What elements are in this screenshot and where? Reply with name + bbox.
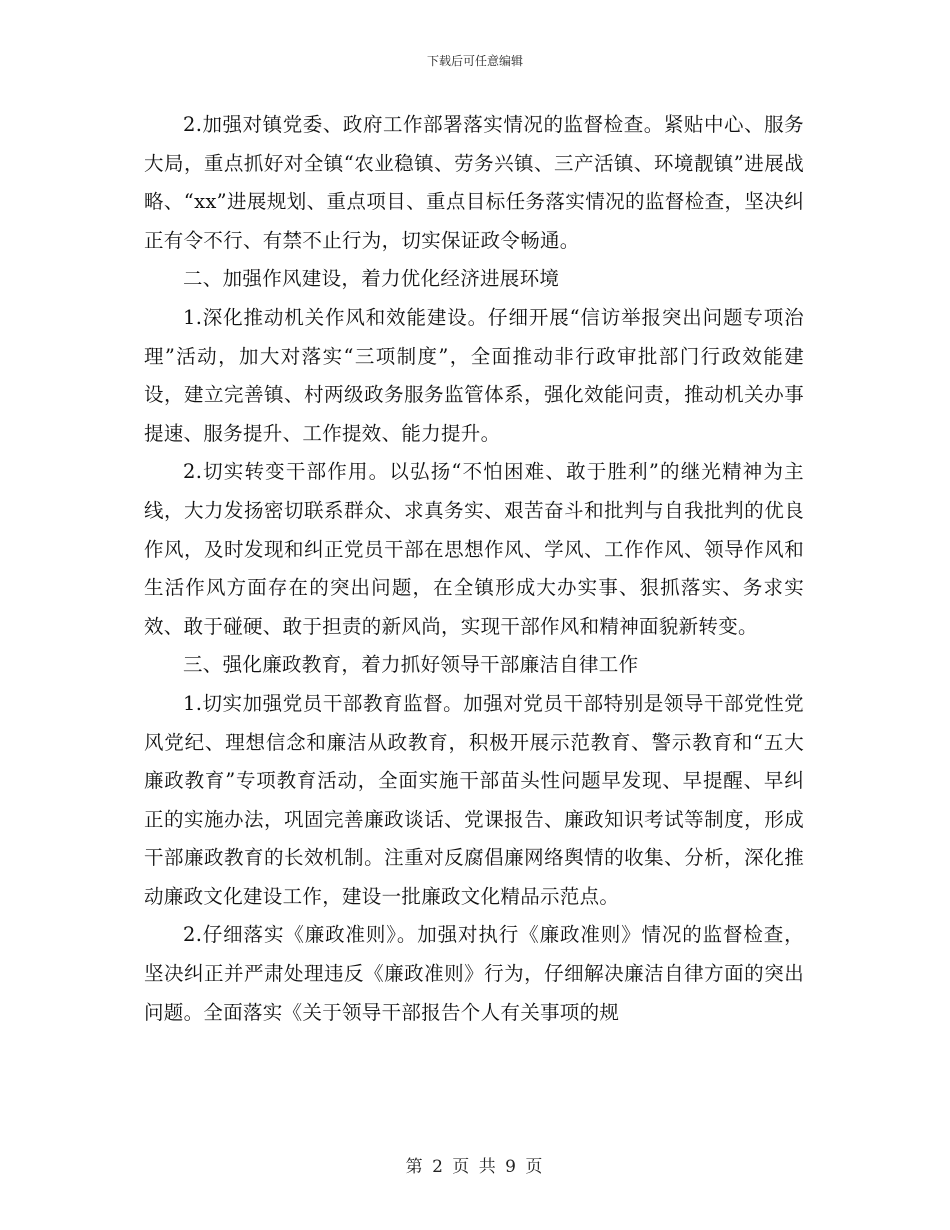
paragraph-cadre-style: 2.切实转变干部作用。以弘扬“不怕困难、敢于胜利”的继光精神为主线，大力发扬密切联系群众、求真务实、艰苦奋斗和批判与自我批判的优良作风，及时发现和纠正党员干部在思想作风、学风、工作作风、领导作风和生活作风方面存在的突出问题，在全镇形成大办实事、狠抓落实、务求实效、敢于碰硬、敢于担责的新风尚，实现干部作风和精神面貌新转变。 [144,460,804,638]
section-heading-integrity-education: 三、强化廉政教育，着力抓好领导干部廉洁自律工作 [183,653,639,677]
page-header: 下载后可任意编辑 [426,54,523,68]
paragraph-supervision-inspection: 2.加强对镇党委、政府工作部署落实情况的监督检查。紧贴中心、服务大局，重点抓好对全镇“农业稳镇、劳务兴镇、三产活镇、环境靓镇”进展战略、“xx”进展规划、重点项目、重点目标任务落实情况的监督检查，坚决纠正有令不行、有禁不止行为，切实保证政令畅通。 [144,113,804,252]
page-number-footer: 第 2 页 共 9 页 [405,1157,545,1177]
paragraph-efficiency-building: 1.深化推动机关作风和效能建设。仔细开展“信访举报突出问题专项治理”活动，加大对落实“三项制度”，全面推动非行政审批部门行政效能建设，建立完善镇、村两级政务服务监管体系，强化效能问责，推动机关办事提速、服务提升、工作提效、能力提升。 [144,305,804,445]
document-body [144,106,804,1032]
section-heading-work-style: 二、加强作风建设，着力优化经济进展环境 [183,267,560,291]
paragraph-integrity-code: 2.仔细落实《廉政准则》。加强对执行《廉政准则》情况的监督检查，坚决纠正并严肃处理违反《廉政准则》行为，仔细解决廉洁自律方面的突出问题。全面落实《关于领导干部报告个人有关事项的规 [144,923,804,1024]
paragraph-education-supervision: 1.切实加强党员干部教育监督。加强对党员干部特别是领导干部党性党风党纪、理想信念和廉洁从政教育，积极开展示范教育、警示教育和“五大廉政教育”专项教育活动，全面实施干部苗头性问题早发现、早提醒、早纠正的实施办法，巩固完善廉政谈话、党课报告、廉政知识考试等制度，形成干部廉政教育的长效机制。注重对反腐倡廉网络舆情的收集、分析，深化推动廉政文化建设工作，建设一批廉政文化精品示范点。 [144,691,804,908]
